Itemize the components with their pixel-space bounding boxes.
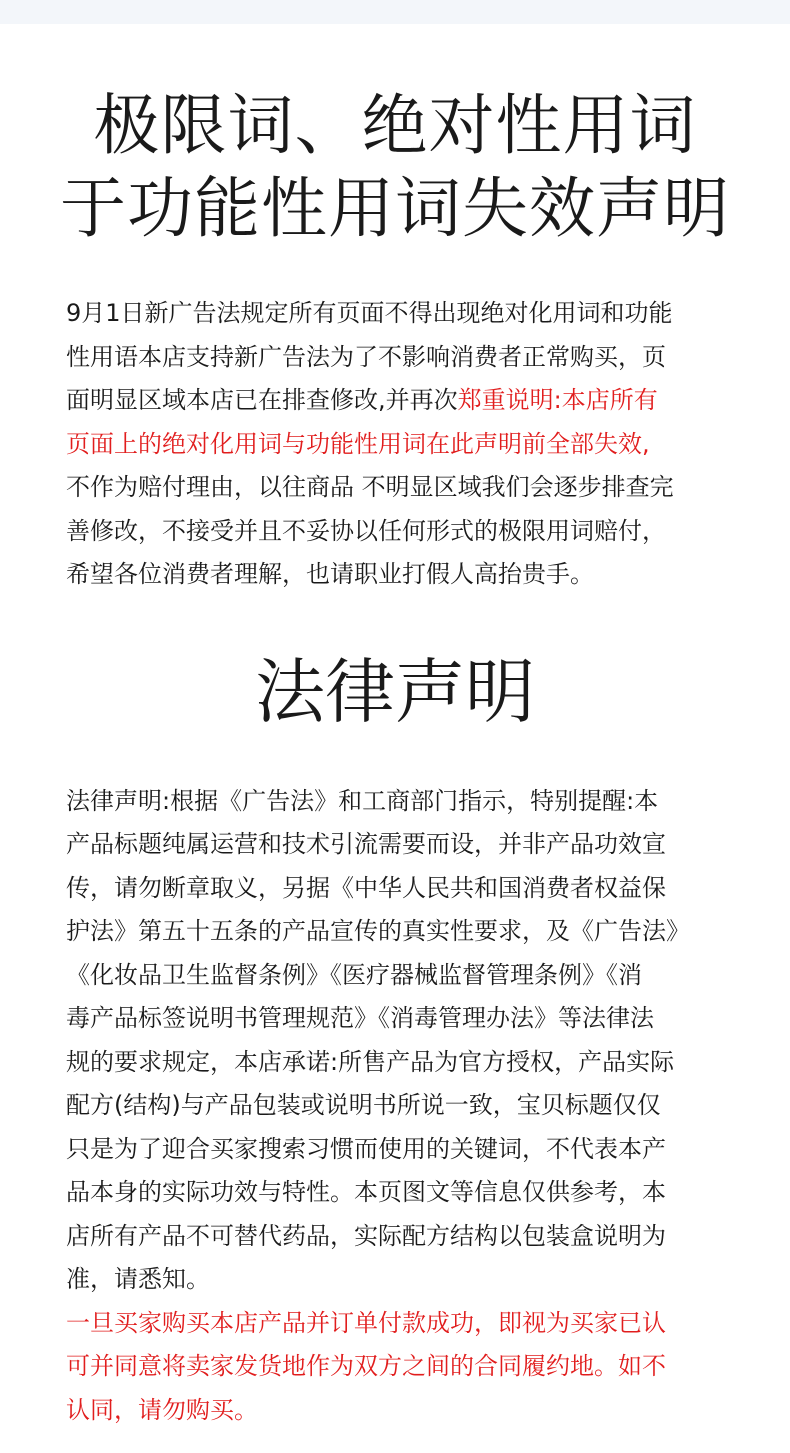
legal-warning-line: 一旦买家购买本店产品并订单付款成功，即视为买家已认 — [66, 1308, 666, 1337]
disclaimer-line: 不作为赔付理由，以往商品 不明显区域我们会逐步排查完 — [66, 473, 674, 501]
legal-line: 传，请勿断章取义，另据《中华人民共和国消费者权益保 — [66, 873, 666, 902]
legal-line: 护法》第五十五条的产品宣传的真实性要求，及《广告法》 — [66, 917, 690, 945]
disclaimer-text: 面明显区域本店已在排查修改,并再次 — [66, 386, 458, 414]
legal-warning-line: 可并同意将卖家发货地作为双方之间的合同履约地。如不 — [66, 1352, 666, 1380]
disclaimer-title-line2: 于功能性用词失效声明 — [60, 170, 730, 247]
disclaimer-title — [0, 84, 790, 250]
legal-line: 店所有产品不可替代药品，实际配方结构以包装盒说明为 — [66, 1221, 666, 1250]
legal-line: 只是为了迎合买家搜索习惯而使用的关键词，不代表本产 — [66, 1134, 666, 1163]
top-strip — [0, 0, 790, 24]
legal-line: 品本身的实际功效与特性。本页图文等信息仅供参考，本 — [66, 1178, 666, 1206]
legal-line: 配方(结构)与产品包装或说明书所说一致，宝贝标题仅仅 — [66, 1091, 661, 1119]
disclaimer-line: 性用语本店支持新广告法为了不影响消费者正常购买，页 — [66, 342, 666, 371]
disclaimer-highlight: 郑重说明:本店所有 — [457, 386, 658, 414]
legal-title: 法律声明 — [255, 650, 535, 733]
disclaimer-title-line1: 极限词、绝对性用词 — [93, 87, 697, 164]
disclaimer-line: 希望各位消费者理解，也请职业打假人高抬贵手。 — [66, 560, 594, 588]
disclaimer-line: 9月1日新广告法规定所有页面不得出现绝对化用词和功能 — [66, 299, 673, 327]
legal-line: 《化妆品卫生监督条例》《医疗器械监督管理条例》《消 — [66, 960, 642, 989]
disclaimer-line: 善修改，不接受并且不妥协以任何形式的极限用词赔付， — [66, 516, 666, 545]
legal-paragraph — [66, 780, 726, 1433]
disclaimer-highlight-line: 页面上的绝对化用词与功能性用词在此声明前全部失效, — [66, 429, 650, 458]
legal-line: 规的要求规定，本店承诺:所售产品为官方授权，产品实际 — [66, 1047, 675, 1076]
disclaimer-paragraph — [66, 292, 726, 597]
legal-line: 产品标题纯属运营和技术引流需要而设，并非产品功效宣 — [66, 830, 666, 858]
legal-line: 毒产品标签说明书管理规范》《消毒管理办法》等法律法 — [66, 1004, 654, 1032]
legal-line: 法律声明:根据《广告法》和工商部门指示，特别提醒:本 — [66, 786, 659, 815]
disclaimer-line — [66, 379, 726, 423]
legal-line: 准，请悉知。 — [66, 1265, 210, 1293]
legal-warning-line: 认同，请勿购买。 — [66, 1395, 258, 1424]
